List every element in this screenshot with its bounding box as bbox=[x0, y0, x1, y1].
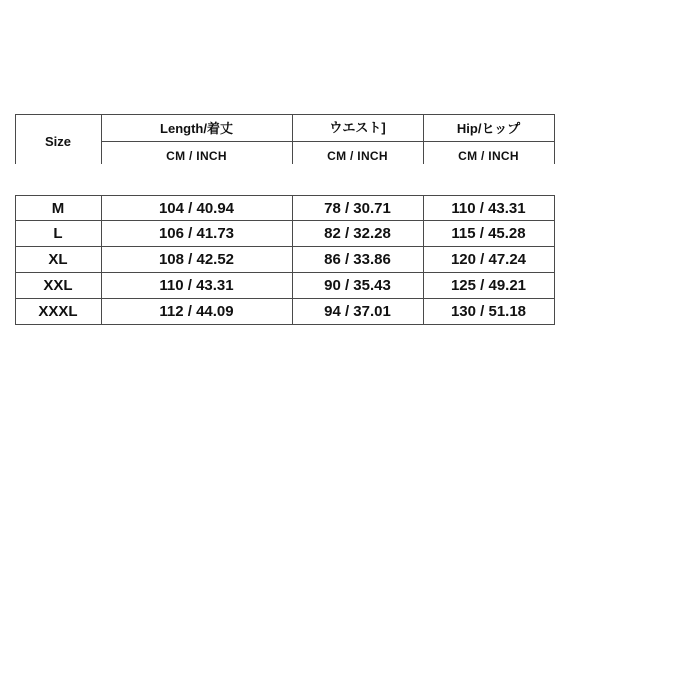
waist-value: 86 / 33.86 bbox=[324, 251, 391, 268]
waist-column-header: ウエスト] bbox=[329, 119, 386, 135]
size-label: XL bbox=[48, 251, 68, 268]
length-column-header: Length/着丈 bbox=[160, 121, 233, 136]
size-label: XXXL bbox=[38, 303, 78, 320]
length-value: 106 / 41.73 bbox=[158, 225, 235, 242]
waist-value: 82 / 32.28 bbox=[324, 225, 391, 242]
column-divider bbox=[554, 195, 555, 325]
length-unit-label: CM / INCH bbox=[166, 148, 227, 163]
size-label: M bbox=[51, 199, 65, 217]
hip-unit-label: CM / INCH bbox=[458, 148, 519, 163]
length-value: 108 / 42.52 bbox=[158, 251, 235, 268]
hip-column-header: Hip/ヒップ bbox=[456, 121, 521, 136]
waist-unit-label: CM / INCH bbox=[327, 148, 388, 163]
size-label: XXL bbox=[43, 277, 73, 294]
waist-value: 78 / 30.71 bbox=[324, 199, 391, 217]
length-value: 104 / 40.94 bbox=[158, 199, 235, 217]
waist-value: 94 / 37.01 bbox=[324, 303, 391, 320]
length-value: 110 / 43.31 bbox=[159, 277, 234, 294]
size-label: L bbox=[53, 225, 63, 242]
size-column-header: Size bbox=[44, 133, 71, 149]
hip-value: 115 / 45.28 bbox=[451, 225, 526, 242]
hip-value: 120 / 47.24 bbox=[450, 251, 527, 268]
size-chart-table bbox=[15, 114, 555, 325]
waist-value: 90 / 35.43 bbox=[324, 277, 391, 294]
table-border-bottom bbox=[15, 324, 555, 325]
hip-value: 110 / 43.31 bbox=[451, 199, 526, 217]
hip-value: 125 / 49.21 bbox=[450, 277, 527, 294]
hip-value: 130 / 51.18 bbox=[450, 303, 527, 320]
length-value: 112 / 44.09 bbox=[159, 303, 234, 320]
column-divider bbox=[554, 114, 555, 164]
